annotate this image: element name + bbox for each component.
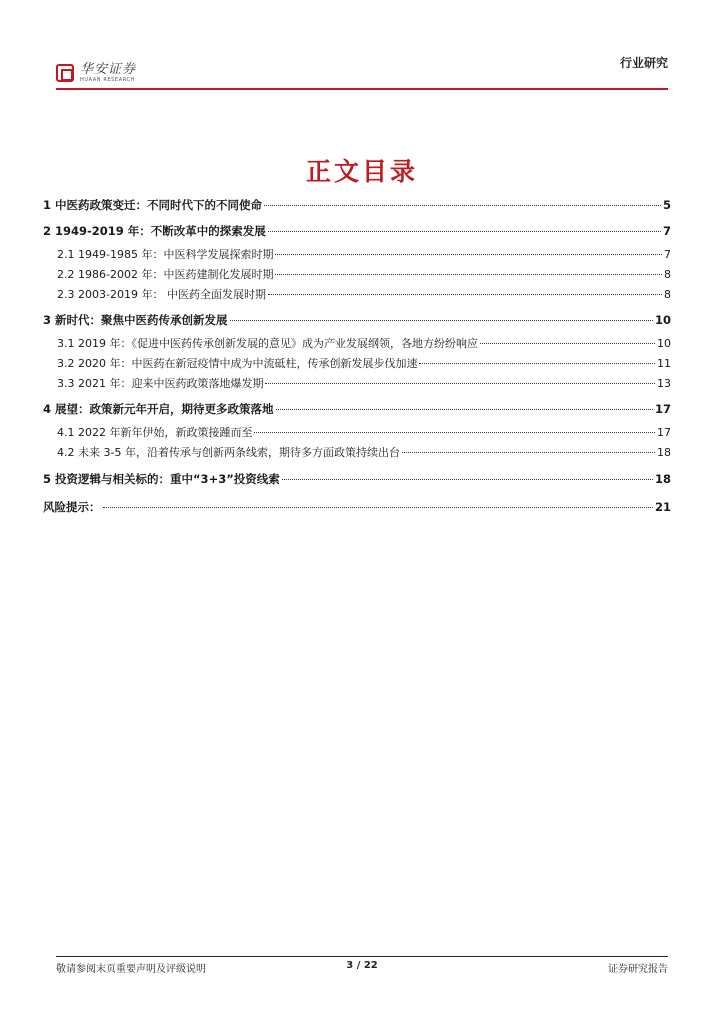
logo-seal-icon xyxy=(56,64,74,82)
page-header xyxy=(56,52,668,88)
toc-entry-title: 2.3 2003-2019 年： 中医药全面发展时期 xyxy=(57,288,266,301)
toc-entry[interactable] xyxy=(43,312,671,330)
toc-entry[interactable] xyxy=(43,246,671,264)
toc-entry-title: 3 新时代：聚焦中医药传承创新发展 xyxy=(43,313,228,327)
toc-entry-page: 18 xyxy=(654,472,671,486)
logo-cn: 华安证券 xyxy=(80,62,137,77)
toc-dot-leader xyxy=(103,507,653,508)
toc-entry[interactable] xyxy=(43,355,671,373)
toc-entry[interactable] xyxy=(43,223,671,241)
toc-entry-page: 10 xyxy=(657,337,671,350)
page-footer xyxy=(56,960,668,976)
toc-entry[interactable] xyxy=(43,375,671,393)
footer-disclaimer: 敬请参阅末页重要声明及评级说明 xyxy=(56,964,206,975)
toc-entry-page: 17 xyxy=(657,426,671,439)
toc-dot-leader xyxy=(282,479,653,480)
toc-dot-leader xyxy=(419,363,655,364)
toc-entry[interactable] xyxy=(43,471,671,489)
toc-entry-page: 10 xyxy=(654,313,671,327)
toc-entry-title: 4 展望：政策新元年开启，期待更多政策落地 xyxy=(43,402,274,416)
toc-entry-page: 8 xyxy=(664,268,671,281)
toc-entry-title: 1 中医药政策变迁：不同时代下的不同使命 xyxy=(43,198,263,212)
toc-dot-leader xyxy=(264,205,661,206)
toc-entry-title: 3.2 2020 年：中医药在新冠疫情中成为中流砥柱，传承创新发展步伐加速 xyxy=(57,357,418,370)
toc-dot-leader xyxy=(254,432,655,433)
toc-entry[interactable] xyxy=(43,266,671,284)
toc-dot-leader xyxy=(275,274,662,275)
toc-entry-title: 2 1949-2019 年：不断改革中的探索发展 xyxy=(43,224,266,238)
toc-entry-title: 2.2 1986-2002 年：中医药建制化发展时期 xyxy=(57,268,274,281)
toc-entry-page: 7 xyxy=(662,224,671,238)
toc-dot-leader xyxy=(268,231,661,232)
footer-divider xyxy=(56,956,668,957)
toc-entry-page: 7 xyxy=(664,248,671,261)
toc-dot-leader xyxy=(265,383,655,384)
toc-entry-page: 13 xyxy=(657,377,671,390)
toc-title: 正文目录 xyxy=(305,157,418,186)
logo-en: HUAAN RESEARCH xyxy=(80,77,135,83)
toc-entry-page: 8 xyxy=(664,288,671,301)
footer-report-label: 证券研究报告 xyxy=(608,964,668,975)
toc-entry-page: 17 xyxy=(654,402,671,416)
toc-entry-title: 4.2 未来 3-5 年，沿着传承与创新两条线索，期待多方面政策持续出台 xyxy=(57,446,400,459)
company-logo xyxy=(56,58,176,88)
toc-dot-leader xyxy=(480,343,655,344)
toc-dot-leader xyxy=(402,452,655,453)
toc-entry-title: 2.1 1949-1985 年：中医科学发展探索时期 xyxy=(57,248,274,261)
toc-dot-leader xyxy=(276,409,653,410)
toc-entry[interactable] xyxy=(43,424,671,442)
toc-entry[interactable] xyxy=(43,286,671,304)
toc-entry[interactable] xyxy=(43,499,671,517)
toc-entry-title: 3.1 2019 年：《促进中医药传承创新发展的意见》成为产业发展纲领，各地方纷纷响应 xyxy=(57,337,478,350)
toc-entry[interactable] xyxy=(43,197,671,215)
page-number: 3 / 22 xyxy=(346,960,378,971)
toc-dot-leader xyxy=(230,320,653,321)
toc-entry[interactable] xyxy=(43,401,671,419)
toc-entry[interactable] xyxy=(43,444,671,462)
toc-entry-page: 5 xyxy=(662,198,671,212)
toc-entry-title: 5 投资逻辑与相关标的：重中“3+3”投资线索 xyxy=(43,472,280,486)
toc-entry-title: 3.3 2021 年：迎来中医药政策落地爆发期 xyxy=(57,377,264,390)
toc-entry-title: 风险提示： xyxy=(43,500,101,514)
toc-entry-page: 21 xyxy=(654,500,671,514)
toc-entry-page: 18 xyxy=(657,446,671,459)
toc-entry-page: 11 xyxy=(657,357,671,370)
toc-entry-title: 4.1 2022 年新年伊始，新政策接踵而至 xyxy=(57,426,253,439)
report-type: 行业研究 xyxy=(619,56,668,70)
logo-text xyxy=(80,63,136,83)
toc-dot-leader xyxy=(275,254,662,255)
header-divider xyxy=(56,88,668,90)
toc-entry[interactable] xyxy=(43,335,671,353)
toc-dot-leader xyxy=(268,294,662,295)
